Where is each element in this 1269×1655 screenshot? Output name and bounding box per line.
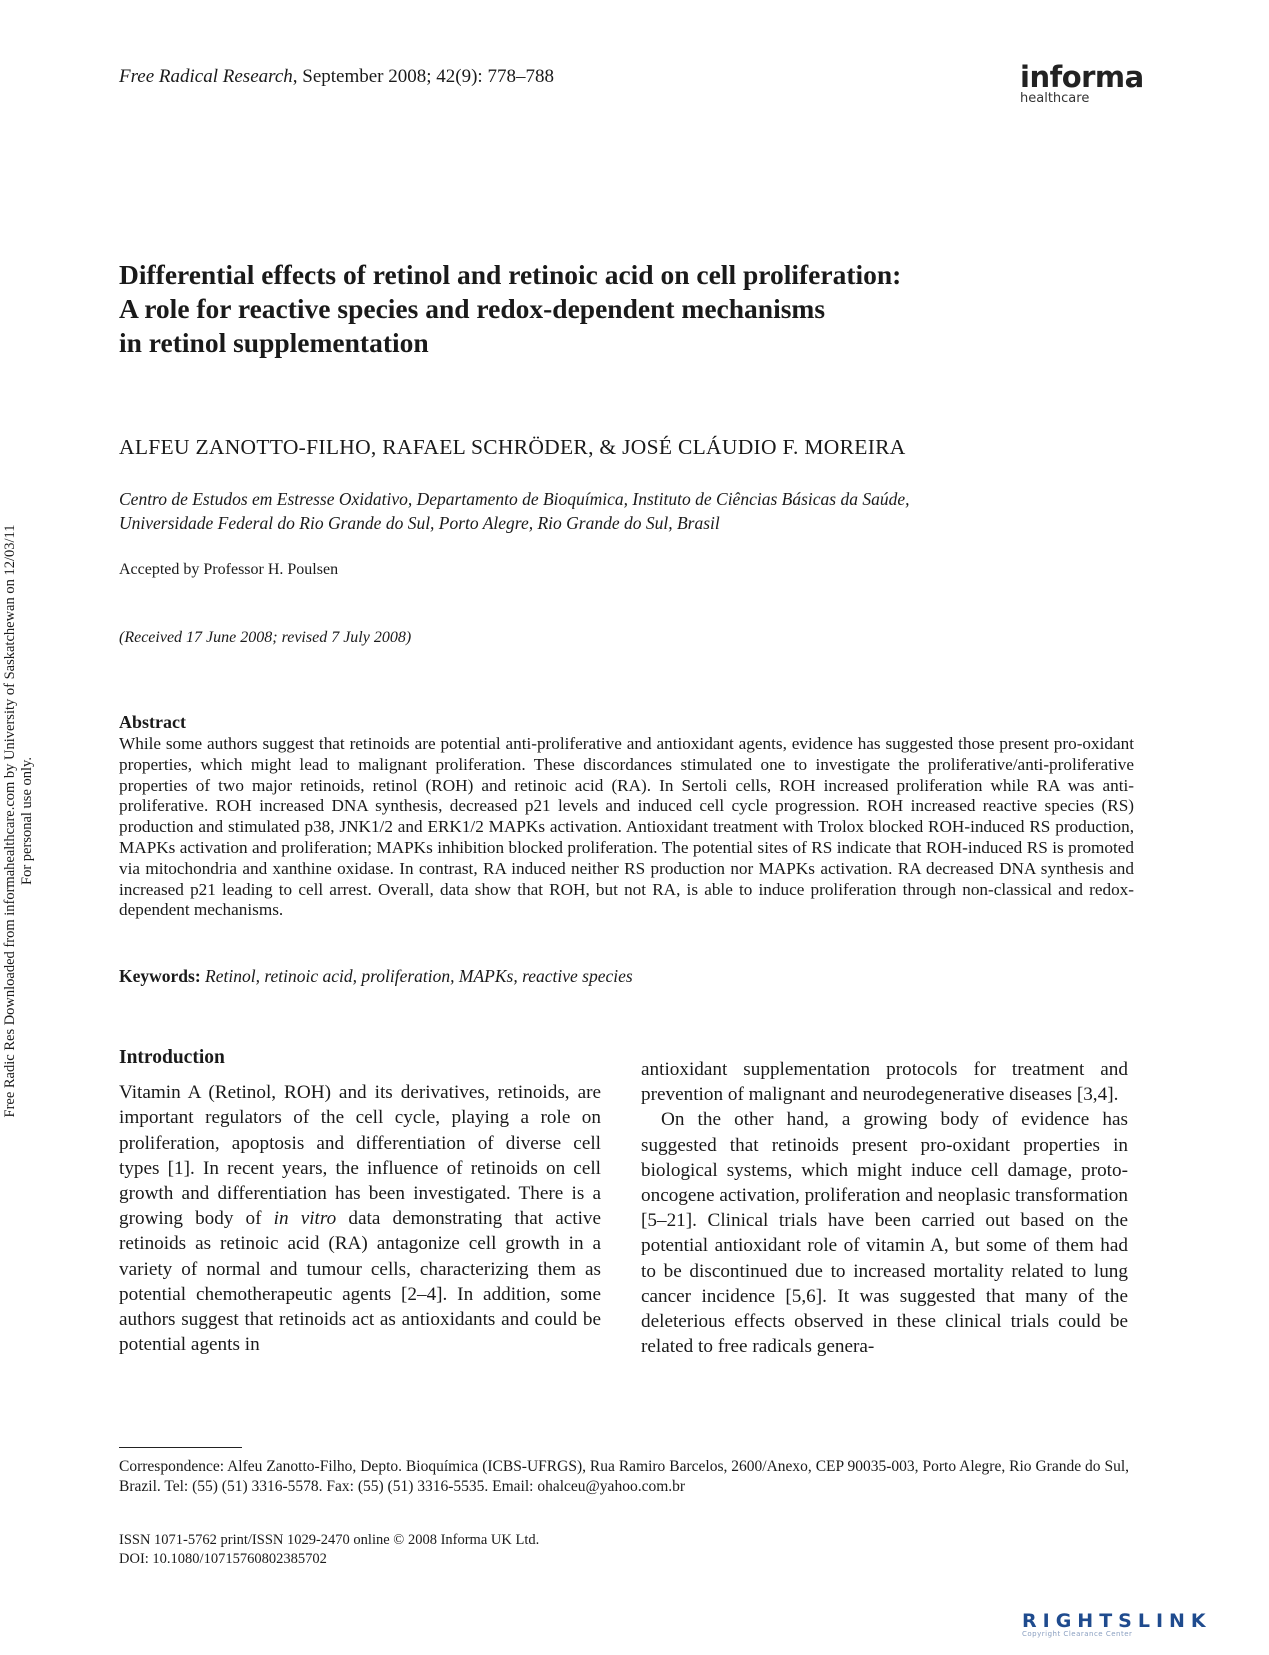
intro-italic-term: in vitro (273, 1208, 337, 1230)
title-line: Differential effects of retinol and retinoic acid on cell proliferation: (119, 259, 902, 290)
intro-paragraph (119, 1080, 601, 1357)
download-notice (2, 471, 36, 1171)
abstract-text: While some authors suggest that retinoids are potential anti-proliferative and antioxidant agents, evidence has suggested those present pro-oxidant properties, which might lead to malignant proliferation. These discordances stimulated one to investigate the proliferative/anti-proliferative properties of two major retinoids, retinol (ROH) and retinoic acid (RA). In Sertoli cells, ROH increased proliferation while RA was anti-proliferative. ROH increased DNA synthesis, decreased p21 levels and induced cell cycle progression. ROH increased reactive species (RS) production and stimulated p38, JNK1/2 and ERK1/2 MAPKs activation. Antioxidant treatment with Trolox blocked ROH-induced RS production, MAPKs activation and proliferation; MAPKs inhibition blocked proliferation. The potential sites of RS indicate that ROH-induced RS is promoted via mitochondria and xanthine oxidase. In contrast, RA induced neither RS production nor MAPKs activation. RA decreased DNA synthesis and increased p21 leading to cell arrest. Overall, data show that ROH, but not RA, is able to induce proliferation through non-classical and redox-dependent mechanisms. (119, 734, 1134, 920)
intro-left-column (119, 1045, 601, 1357)
received-dates: (Received 17 June 2008; revised 7 July 2008) (119, 629, 412, 646)
intro-paragraph-2: On the other hand, a growing body of evidence has suggested that retinoids present pro-oxidant properties in biological systems, which might induce cell damage, proto-oncogene activation, proliferation and neoplasic transformation [5–21]. Clinical trials have been carried out based on the potential antioxidant role of vitamin A, but some of them had to be discontinued due to increased mortality related to lung cancer incidence [5,6]. It was suggested that many of the deleterious effects observed in these clinical trials could be related to free radicals genera- (641, 1109, 1128, 1358)
publisher-logo-sub: healthcare (1020, 91, 1090, 106)
issn: ISSN 1071-5762 print/ISSN 1029-2470 online © 2008 Informa UK Ltd. (119, 1532, 540, 1548)
affiliation-line: Universidade Federal do Rio Grande do Sul, Porto Alegre, Rio Grande do Sul, Brasil (119, 513, 720, 533)
affiliation-line: Centro de Estudos em Estresse Oxidativo, Departamento de Bioquímica, Instituto de Ciências Básicas da Saúde, (119, 489, 910, 509)
doi: DOI: 10.1080/10715760802385702 (119, 1551, 327, 1567)
affiliation (119, 487, 1159, 535)
correspondence: Correspondence: Alfeu Zanotto-Filho, Depto. Bioquímica (ICBS-UFRGS), Rua Ramiro Barcelos, 2600/Anexo, CEP 90035-003, Porto Alegre, Rio Grande do Sul, Brazil. Tel: (55) (51) 3316-5578. Fax: (55) (51) 3316-5535. Email: ohalceu@yahoo.com.br (119, 1458, 1129, 1495)
intro-paragraph-continued: antioxidant supplementation protocols for treatment and prevention of malignant and neurodegenerative diseases [3,4]. (641, 1059, 1128, 1106)
abstract-heading: Abstract (119, 712, 186, 732)
footnote-rule (119, 1447, 242, 1448)
article-title (119, 258, 1159, 360)
download-notice-line1: Free Radic Res Downloaded from informahealthcare.com by University of Saskatchewan on 12/03/11 (2, 524, 18, 1118)
keywords-label: Keywords: (119, 966, 201, 986)
journal-details: , September 2008; 42(9): 778–788 (292, 66, 554, 87)
rightslink-logo (1022, 1610, 1212, 1638)
journal-name: Free Radical Research (119, 66, 293, 87)
intro-text-part2: data demonstrating that active retinoids as retinoic acid (RA) antagonize cell growth in a variety of normal and tumour cells, characterizing them as potential chemotherapeutic agents [2–4]. In addition, some authors suggest that retinoids act as antioxidants and could be potential agents in (119, 1208, 602, 1356)
publication-info (119, 1531, 539, 1569)
title-line: A role for reactive species and redox-dependent mechanisms (119, 293, 826, 324)
accepted-note: Accepted by Professor H. Poulsen (119, 561, 339, 578)
publisher-logo (1020, 62, 1144, 106)
intro-right-column (641, 1057, 1128, 1359)
intro-heading: Introduction (119, 1047, 225, 1068)
rightslink-sub: Copyright Clearance Center (1022, 1630, 1133, 1638)
download-notice-line2: For personal use only. (19, 757, 35, 885)
intro-text-part1: Vitamin A (Retinol, ROH) and its derivatives, retinoids, are important regulators of the cell cycle, playing a role on proliferation, apoptosis and differentiation of diverse cell types [1]. In recent years, the influence of retinoids on cell growth and differentiation has been investigated. There is a growing body of (119, 1082, 601, 1230)
publisher-logo-text: informa (1020, 60, 1144, 94)
journal-citation (119, 66, 554, 88)
keywords-value: Retinol, retinoic acid, proliferation, MAPKs, reactive species (205, 966, 633, 986)
rightslink-text: RIGHTSLINK (1022, 1610, 1212, 1632)
title-line: in retinol supplementation (119, 327, 429, 358)
keywords (119, 966, 633, 987)
author-list: ALFEU ZANOTTO-FILHO, RAFAEL SCHRÖDER, & JOSÉ CLÁUDIO F. MOREIRA (119, 435, 906, 459)
